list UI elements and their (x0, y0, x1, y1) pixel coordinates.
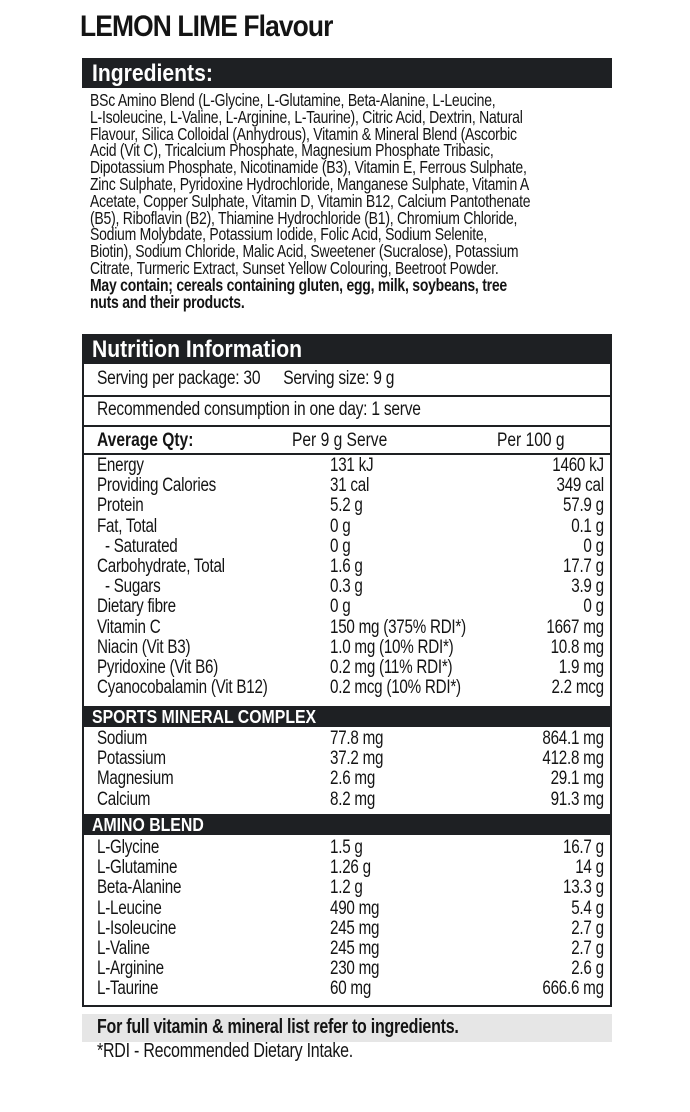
per-serve-value: 31 cal (330, 475, 370, 497)
per-100g-value: 864.1 mg (542, 728, 604, 749)
per-serve-value: 5.2 g (330, 495, 363, 517)
per-serve-value: 0 g (330, 515, 351, 537)
ingredients-heading: Ingredients: (92, 60, 213, 87)
ingredients-text (90, 92, 562, 310)
per-100g-value: 10.8 mg (550, 636, 604, 658)
per-100g-value: 29.1 mg (550, 768, 604, 790)
per-100g-value: 2.6 g (571, 958, 604, 980)
rdi-note: *RDI - Recommended Dietary Intake. (97, 1040, 353, 1062)
per-serve-value: 1.5 g (330, 837, 363, 858)
nutrient-name: Providing Calories (97, 475, 217, 497)
mineral-name: Sodium (97, 728, 148, 749)
product-title: LEMON LIME Flavour (80, 10, 333, 43)
ingredient-line: Biotin), Sodium Chloride, Malic Acid, Sweetener (Sucralose), Potassium (90, 241, 519, 262)
amino-heading-bar (82, 814, 612, 835)
per-serve-value: 37.2 mg (330, 748, 384, 770)
divider (82, 395, 612, 397)
per-serve-value: 0 g (330, 596, 351, 618)
nutrient-name: Carbohydrate, Total (97, 555, 225, 577)
col-header-per-100g: Per 100 g (497, 430, 565, 451)
per-serve-value: 0 g (330, 535, 351, 557)
amino-heading: AMINO BLEND (92, 815, 204, 835)
amino-name: Beta-Alanine (97, 877, 182, 899)
per-100g-value: 13.3 g (563, 877, 604, 899)
ingredient-line: Acid (Vit C), Tricalcium Phosphate, Magnesium Phosphate Tribasic, (90, 140, 494, 161)
amino-per-100g-col (543, 838, 604, 1000)
per-100g-value: 0.1 g (571, 515, 604, 537)
amino-name: L-Arginine (97, 958, 164, 980)
minerals-per-serve-col (330, 729, 383, 810)
nutrient-name: Dietary fibre (97, 596, 176, 618)
ingredient-line: L-Isoleucine, L-Valine, L-Arginine, L-Taurine), Citric Acid, Dextrin, Natural (90, 106, 523, 127)
per-100g-value: 1.9 mg (558, 656, 604, 678)
nutrient-name: Pyridoxine (Vit B6) (97, 656, 219, 678)
per-serve-value: 0.3 g (330, 576, 363, 598)
minerals-per-100g-col (543, 729, 604, 810)
per-100g-value: 0 g (583, 596, 604, 618)
minerals-heading-bar (82, 706, 612, 727)
allergen-line: May contain; cereals containing gluten, egg, milk, soybeans, tree (90, 274, 507, 295)
ingredient-line: Acetate, Copper Sulphate, Vitamin D, Vitamin B12, Calcium Pantothenate (90, 190, 531, 211)
amino-name: L-Isoleucine (97, 917, 177, 939)
per-100g-value: 1667 mg (546, 616, 604, 638)
per-100g-value: 14 g (575, 857, 604, 879)
per-serve-value: 8.2 mg (330, 788, 376, 810)
per-100g-value: 0 g (583, 535, 604, 557)
per-100g-value: 2.7 g (571, 917, 604, 939)
per-100g-value: 17.7 g (563, 555, 604, 577)
per-serve-value: 0.2 mcg (10% RDI*) (330, 677, 461, 699)
serving-info-row (97, 368, 394, 390)
nutrient-name: - Sugars (97, 576, 161, 598)
col-header-average-qty: Average Qty: (97, 430, 194, 451)
amino-names-col (97, 838, 181, 1000)
amino-per-serve-col (330, 838, 379, 1000)
serving-size: Serving size: 9 g (283, 368, 395, 389)
ingredient-line: Citrate, Turmeric Extract, Sunset Yellow Colouring, Beetroot Powder. (90, 257, 499, 278)
mineral-name: Calcium (97, 788, 151, 810)
amino-name: L-Leucine (97, 897, 162, 919)
minerals-names-col (97, 729, 173, 810)
ingredient-line: Dipotassium Phosphate, Nicotinamide (B3), Vitamin E, Ferrous Sulphate, (90, 157, 527, 178)
ingredient-line: Sodium Molybdate, Potassium Iodide, Folic Acid, Sodium Selenite, (90, 224, 488, 245)
ingredient-line: BSc Amino Blend (L-Glycine, L-Glutamine, Beta-Alanine, L-Leucine, (90, 90, 496, 110)
minerals-heading: SPORTS MINERAL COMPLEX (92, 707, 317, 727)
recommended-consumption: Recommended consumption in one day: 1 serve (97, 399, 421, 420)
per-100g-value: 16.7 g (563, 837, 604, 858)
serving-per-package: Serving per package: 30 (97, 368, 261, 389)
nutrition-heading-bar (82, 334, 612, 364)
per-serve-value: 230 mg (330, 958, 380, 980)
col-header-per-serve: Per 9 g Serve (292, 430, 388, 451)
per-serve-value: 490 mg (330, 897, 380, 919)
nutrient-name: Protein (97, 495, 144, 517)
per-serve-value: 1.6 g (330, 555, 363, 577)
per-100g-value: 57.9 g (563, 495, 604, 517)
per-100g-value: 412.8 mg (542, 748, 604, 770)
per-serve-value: 60 mg (330, 978, 372, 1000)
amino-name: L-Glutamine (97, 857, 178, 879)
nutrient-name: Niacin (Vit B3) (97, 636, 191, 658)
nutrient-name: Vitamin C (97, 616, 161, 638)
per-serve-value: 0.2 mg (11% RDI*) (330, 656, 453, 678)
per-serve-value: 1.26 g (330, 857, 371, 879)
mineral-name: Potassium (97, 748, 166, 770)
per-serve-value: 245 mg (330, 937, 380, 959)
per-100g-value: 2.7 g (571, 937, 604, 959)
nutrient-name: - Saturated (97, 535, 178, 557)
per-serve-value: 245 mg (330, 917, 380, 939)
nutrient-name: Fat, Total (97, 515, 157, 537)
per-100g-value: 91.3 mg (550, 788, 604, 810)
per-100g-value: 3.9 g (571, 576, 604, 598)
per-serve-value: 150 mg (375% RDI*) (330, 616, 466, 638)
panel-bottom-divider (82, 1005, 612, 1007)
per-100g-value: 349 cal (556, 475, 604, 497)
footer-note: For full vitamin & mineral list refer to ingredients. (97, 1016, 459, 1038)
nutrition-names-col (97, 456, 268, 698)
amino-name: L-Glycine (97, 837, 160, 858)
per-serve-value: 1.2 g (330, 877, 363, 899)
amino-name: L-Valine (97, 937, 150, 959)
divider (82, 425, 612, 427)
amino-name: L-Taurine (97, 978, 159, 1000)
per-serve-value: 2.6 mg (330, 768, 376, 790)
per-100g-value: 666.6 mg (542, 978, 604, 1000)
ingredient-line: Zinc Sulphate, Pyridoxine Hydrochloride, Manganese Sulphate, Vitamin A (90, 173, 529, 194)
per-serve-value: 77.8 mg (330, 728, 384, 749)
per-100g-value: 2.2 mcg (551, 677, 604, 699)
per-100g-value: 1460 kJ (552, 455, 604, 476)
allergen-line: nuts and their products. (90, 291, 245, 312)
ingredients-heading-bar (82, 58, 612, 88)
nutrition-heading: Nutrition Information (92, 336, 303, 363)
mineral-name: Magnesium (97, 768, 174, 790)
per-100g-value: 5.4 g (571, 897, 604, 919)
nutrient-name: Cyanocobalamin (Vit B12) (97, 677, 268, 699)
nutrition-per-100g-col (547, 456, 604, 698)
per-serve-value: 1.0 mg (10% RDI*) (330, 636, 454, 658)
ingredient-line: (B5), Riboflavin (B2), Thiamine Hydrochloride (B1), Chromium Chloride, (90, 207, 518, 228)
nutrient-name: Energy (97, 455, 144, 476)
nutrition-per-serve-col (330, 456, 466, 698)
ingredient-line: Flavour, Silica Colloidal (Anhydrous), Vitamin & Mineral Blend (Ascorbic (90, 123, 517, 144)
per-serve-value: 131 kJ (330, 455, 374, 476)
